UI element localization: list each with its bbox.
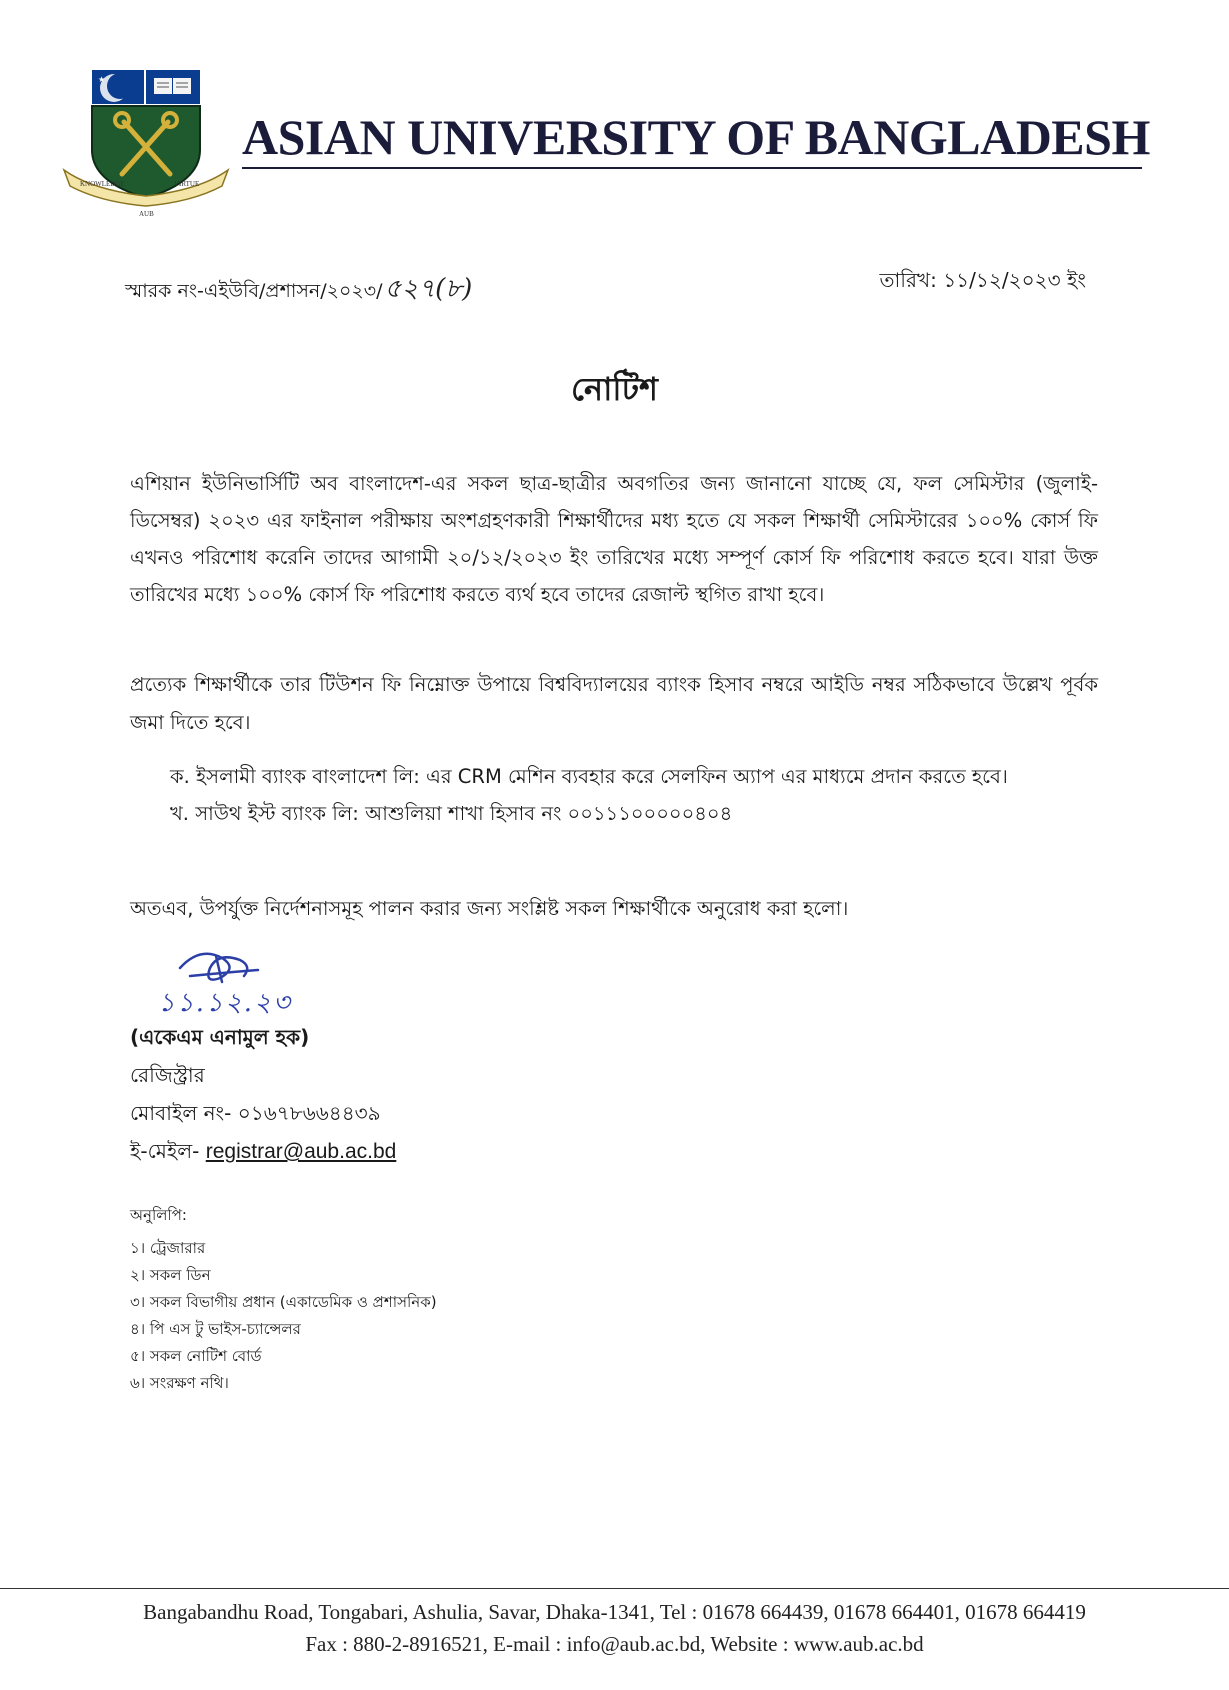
university-name-heading: ASIAN UNIVERSITY OF BANGLADESH: [242, 109, 1150, 165]
memo-reference-prefix: স্মারক নং-এইউবি/প্রশাসন/২০২৩/: [125, 280, 383, 302]
payment-method-item: খ. সাউথ ইস্ট ব্যাংক লি: আশুলিয়া শাখা হিসাব নং ০০১১১০০০০০৪০৪: [170, 802, 733, 825]
copy-item: ৩। সকল বিভাগীয় প্রধান (একাডেমিক ও প্রশাসনিক): [130, 1293, 437, 1311]
memo-reference: [125, 268, 472, 312]
signatory-block: [130, 1018, 396, 1171]
footer-contact: Fax : 880-2-8916521, E-mail : info@aub.ac.bd, Website : www.aub.ac.bd: [305, 1632, 924, 1656]
copies-list: [130, 1202, 437, 1397]
signature-date: ১১.১২.২৩: [158, 988, 292, 1018]
footer-address: Bangabandhu Road, Tongabari, Ashulia, Savar, Dhaka-1341, Tel : 01678 664439, 01678 664401, 01678 664419: [143, 1600, 1086, 1624]
email-label: ই-মেইল-: [130, 1139, 206, 1163]
notice-paragraph-3: অতএব, উপর্যুক্ত নির্দেশনাসমূহ পালন করার জন্য সংশ্লিষ্ট সকল শিক্ষার্থীকে অনুরোধ করা হলো।: [130, 897, 849, 920]
footer-divider: [0, 1588, 1229, 1589]
signatory-mobile: [130, 1094, 396, 1132]
crest-motto-right: VIRTUE: [174, 180, 200, 188]
payment-method-item: ক. ইসলামী ব্যাংক বাংলাদেশ লি: এর CRM মেশিন ব্যবহার করে সেলফিন অ্যাপ এর মাধ্যমে প্রদান করতে হবে।: [170, 765, 1008, 788]
email-link[interactable]: registrar@aub.ac.bd: [205, 1140, 397, 1163]
notice-paragraph-1: এশিয়ান ইউনিভার্সিটি অব বাংলাদেশ-এর সকল ছাত্র-ছাত্রীর অবগতির জন্য জানানো যাচ্ছে যে, ফল সেমিস্টার (জুলাই-ডিসেম্বর) ২০২৩ এর ফাইনাল পরীক্ষায় অংশগ্রহণকারী শিক্ষার্থীদের মধ্য হতে যে সকল শিক্ষার্থী সেমিস্টারের ১০০% কোর্স ফি এখনও পরিশোধ করেনি তাদের আগামী ২০/১২/২০২৩ ইং তারিখের মধ্যে সম্পূর্ণ কোর্স ফি পরিশোধ করতে হবে। যারা উক্ত তারিখের মধ্যে ১০০% কোর্স ফি পরিশোধ করতে ব্যর্থ হবে তাদের রেজাল্ট স্থগিত রাখা হবে।: [130, 472, 1098, 606]
memo-date: তারিখ: ১১/১২/২০২৩ ইং: [879, 268, 1086, 292]
mobile-label: মোবাইল নং-: [130, 1101, 238, 1125]
signatory-name: (একেএম এনামুল হক): [130, 1025, 310, 1049]
title-underline: [242, 167, 1142, 169]
notice-title: নোটিশ: [571, 370, 658, 408]
copy-item: ১। ট্রেজারার: [130, 1239, 206, 1257]
payment-methods-list: [170, 758, 1098, 832]
signatory-email: [130, 1132, 396, 1171]
copy-item: ২। সকল ডিন: [130, 1266, 211, 1284]
crest-motto-left: KNOWLEDGE: [80, 180, 125, 188]
memo-reference-handwritten: ৫২৭(৮): [384, 274, 473, 304]
svg-text:★: ★: [98, 75, 106, 84]
mobile-number: ০১৬৭৮৬৬৪৪৩৯: [237, 1101, 381, 1125]
copy-item: ৫। সকল নোটিশ বোর্ড: [130, 1347, 262, 1365]
copies-label: অনুলিপি:: [130, 1206, 187, 1224]
signatory-designation: রেজিস্ট্রার: [130, 1063, 205, 1087]
university-crest-logo: [62, 70, 230, 220]
copy-item: ৬। সংরক্ষণ নথি।: [130, 1374, 229, 1392]
copy-item: ৪। পি এস টু ভাইস-চ্যান্সেলর: [130, 1320, 301, 1338]
notice-paragraph-2: প্রত্যেক শিক্ষার্থীকে তার টিউশন ফি নিম্নোক্ত উপায়ে বিশ্ববিদ্যালয়ের ব্যাংক হিসাব নম্বরে আইডি নম্বর সঠিকভাবে উল্লেখ পূর্বক জমা দিতে হবে।: [130, 673, 1098, 734]
crest-initials: AUB: [139, 210, 154, 218]
